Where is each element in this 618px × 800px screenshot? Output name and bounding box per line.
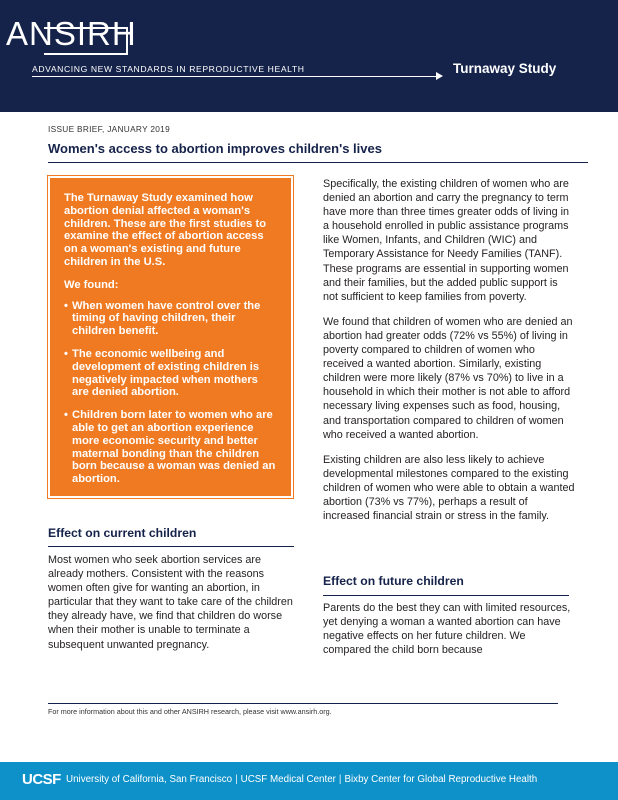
footer-affiliations	[66, 774, 537, 786]
callout-bullet: • The economic wellbeing and development of existing children is negatively impacted when mothers are denied abortion.	[64, 347, 260, 399]
paragraph: Specifically, the existing children of women who are denied an abortion and carry the pregnancy to term have more than three times greater odds of living in a household enrolled in public assistance programs like Women, Infants, and Children (WIC) and Temporary Assistance for Needy Families (TANF). These programs are essential in supporting women and their families, but the added public support is not sufficient to keep families from poverty.	[323, 178, 570, 303]
bullet-icon: •	[64, 347, 68, 360]
bullet-icon: •	[64, 299, 68, 312]
callout-intro: The Turnaway Study examined how abortion denial affected a woman's children. These are the first studies to examine the effect of abortion access on a woman's existing and future children in the U.S.	[64, 192, 267, 268]
key-findings-callout	[48, 176, 293, 498]
title-divider	[48, 162, 588, 163]
ansirh-logo: ANSIRH	[6, 15, 137, 52]
current-children-text	[48, 553, 298, 663]
series-title: Turnaway Study	[453, 61, 557, 76]
section-divider	[48, 546, 294, 547]
arrow-right-icon	[436, 72, 443, 80]
bullet-icon: •	[64, 409, 68, 422]
footer-divider	[48, 703, 558, 704]
separator: |	[235, 774, 238, 785]
paragraph: Existing children are also less likely to achieve developmental milestones compared to the existing children of women who were able to obtain a wanted abortion (73% vs 77%), perhaps a result of increased financial strain or stress in the family.	[323, 453, 575, 523]
footer-band	[0, 762, 618, 800]
footer-note: For more information about this and other ANSIRH research, please visit www.ansirh.org.	[48, 707, 332, 716]
issue-label: ISSUE BRIEF, JANUARY 2019	[48, 124, 171, 134]
ucsf-logo: UCSF	[22, 771, 61, 788]
future-children-text	[323, 601, 575, 668]
footer-link-medical-center[interactable]: UCSF Medical Center	[240, 774, 336, 785]
page-title: Women's access to abortion improves children's lives	[48, 141, 382, 156]
paragraph: Parents do the best they can with limited resources, yet denying a woman a wanted abortion can have negative effects on her future children. We compared the child born because	[323, 602, 571, 657]
section-divider	[323, 595, 569, 596]
section-heading-future-children: Effect on future children	[323, 574, 464, 588]
footer-link-ucsf[interactable]: University of California, San Francisco	[66, 774, 233, 785]
callout-found-label: We found:	[64, 278, 119, 291]
callout-bullet: • When women have control over the timing of having children, their children benefit.	[64, 299, 261, 338]
logo-tagline: ADVANCING NEW STANDARDS IN REPRODUCTIVE HEALTH	[32, 64, 305, 74]
callout-bullet: • Children born later to women who are able to get an abortion experience more economic security and better maternal bonding than the children born because a woman was denied an abortion.	[64, 409, 276, 486]
section-heading-current-children: Effect on current children	[48, 526, 197, 540]
separator: |	[338, 774, 342, 785]
right-column-text	[323, 177, 575, 534]
footer-link-bixby-center[interactable]: Bixby Center for Global Reproductive Health	[344, 774, 538, 785]
paragraph: We found that children of women who are denied an abortion had greater odds (72% vs 55%) of living in poverty compared to children of women who received a wanted abortion. Similarly, existing children were more likely (87% vs 70%) to live in a household in which their mother is not able to afford necessary living expenses such as food, housing, and transportation compared to children of women who received a wanted abortion.	[323, 315, 573, 441]
header-band	[0, 0, 618, 112]
callout-bullet-list	[64, 300, 277, 486]
header-rule	[32, 76, 440, 77]
paragraph: Most women who seek abortion services are already mothers. Consistent with the reasons women often give for wanting an abortion, in particular that they want to take care of the children they already have, we find that children do worse when their mother is unable to terminate a subsequent unwanted pregnancy.	[48, 554, 293, 651]
